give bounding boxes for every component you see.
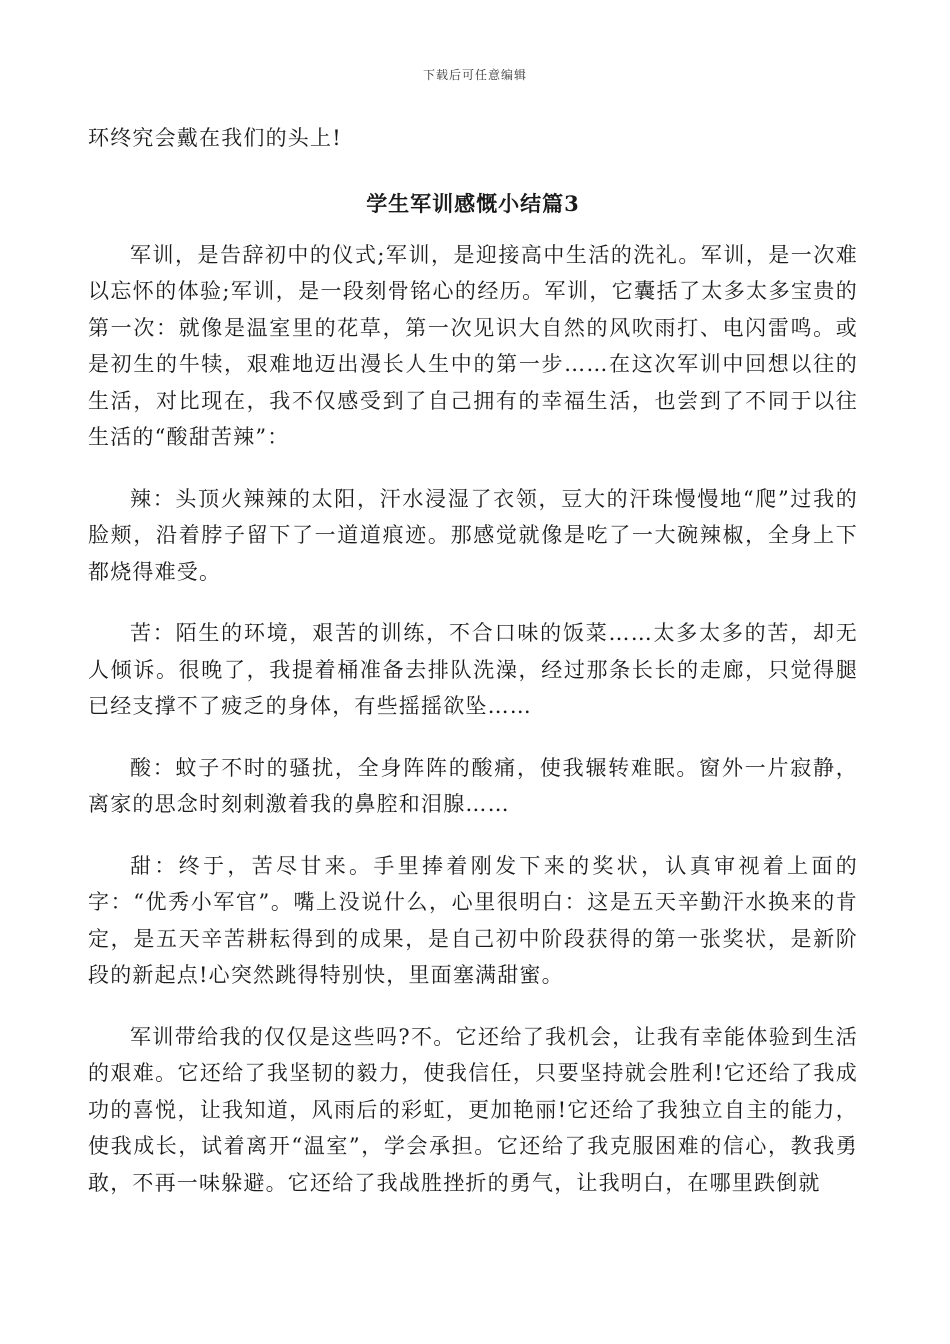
document-body (88, 120, 858, 1201)
paragraph-intro: 军训，是告辞初中的仪式;军训，是迎接高中生活的洗礼。军训，是一次难以忘怀的体验;军训，是一段刻骨铭心的经历。军训，它囊括了太多太多宝贵的第一次：就像是温室里的花草，第一次见识大自然的风吹雨打、电闪雷鸣。或是初生的牛犊，艰难地迈出漫长人生中的第一步……在这次军训中回想以往的生活，对比现在，我不仅感受到了自己拥有的幸福生活，也尝到了不同于以往生活的“酸甜苦辣”： (88, 242, 858, 449)
paragraph-sweet: 甜：终于，苦尽甘来。手里捧着刚发下来的奖状，认真审视着上面的字：“优秀小军官”。嘴上没说什么，心里很明白：这是五天辛勤汗水换来的肯定，是五天辛苦耕耘得到的成果，是自己初中阶段获得的第一张奖状，是新阶段的新起点!心突然跳得特别快，里面塞满甜蜜。 (88, 853, 858, 987)
section-title: 学生军训感慨小结篇3 (366, 190, 580, 216)
page-header: 下载后可任意编辑 (422, 68, 527, 82)
paragraph-conclusion: 军训带给我的仅仅是这些吗?不。它还给了我机会，让我有幸能体验到生活的艰难。它还给了我坚韧的毅力，使我信任，只要坚持就会胜利!它还给了我成功的喜悦，让我知道，风雨后的彩虹，更加艳丽!它还给了我独立自主的能力，使我成长，试着离开“温室”，学会承担。它还给了我克服困难的信心，教我勇敢，不再一味躲避。它还给了我战胜挫折的勇气，让我明白，在哪里跌倒就 (88, 1024, 858, 1195)
paragraph-bitter: 苦：陌生的环境，艰苦的训练，不合口味的饭菜……太多太多的苦，却无人倾诉。很晚了，我提着桶准备去排队洗澡，经过那条长长的走廊，只觉得腿已经支撑不了疲乏的身体，有些摇摇欲坠…… (88, 621, 858, 718)
paragraph-spicy: 辣：头顶火辣辣的太阳，汗水浸湿了衣领，豆大的汗珠慢慢地“爬”过我的脸颊，沿着脖子留下了一道道痕迹。那感觉就像是吃了一大碗辣椒，全身上下都烧得难受。 (88, 486, 858, 584)
paragraph-sour: 酸：蚊子不时的骚扰，全身阵阵的酸痛，使我辗转难眠。窗外一片寂静，离家的思念时刻刺激着我的鼻腔和泪腺…… (88, 755, 858, 816)
continuation-text: 环终究会戴在我们的头上! (88, 126, 342, 150)
